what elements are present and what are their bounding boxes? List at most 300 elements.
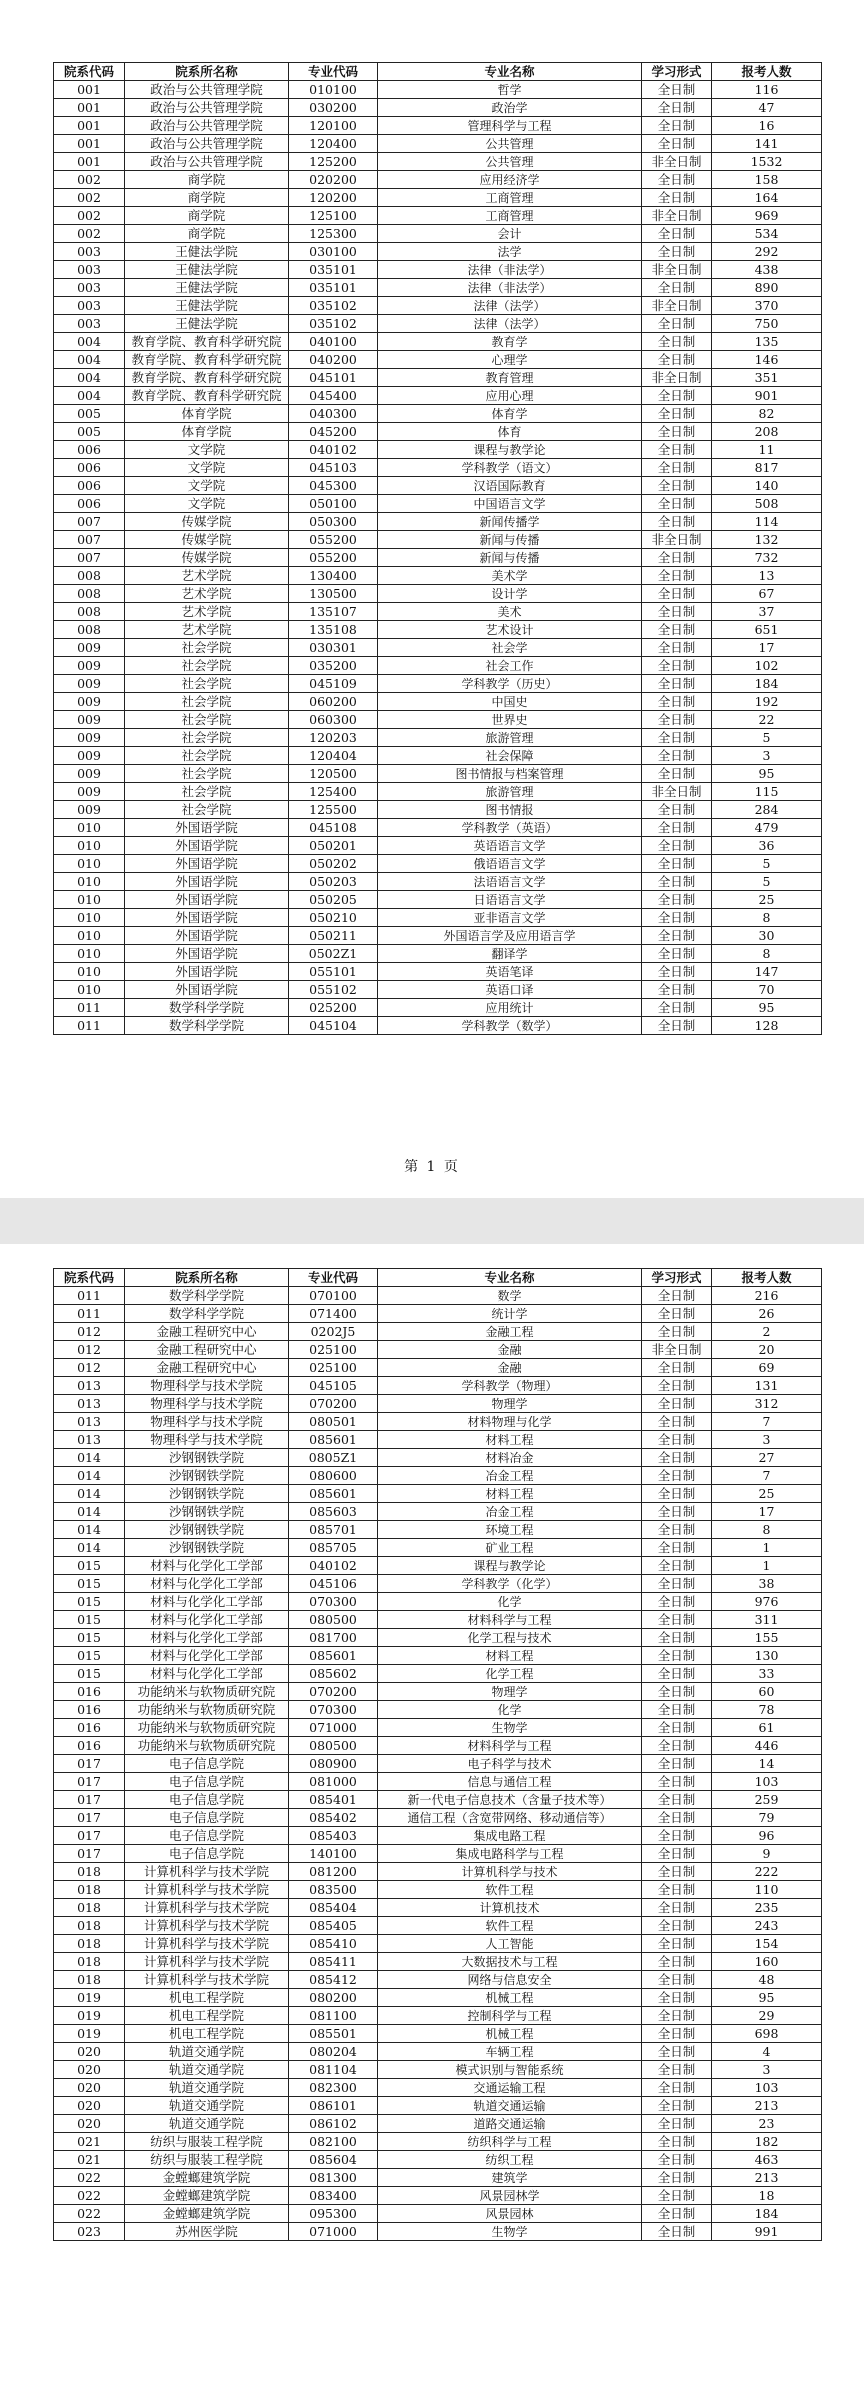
study-mode-cell: 全日制 [642,1359,712,1377]
applicant-count-cell: 61 [712,1719,822,1737]
dept-code-cell: 007 [54,531,125,549]
major-code-cell: 045104 [289,1017,378,1035]
applicant-count-cell: 26 [712,1305,822,1323]
applicant-count-cell: 18 [712,2187,822,2205]
dept-name-cell: 外国语学院 [125,891,289,909]
applicant-count-cell: 130 [712,1647,822,1665]
table-row [54,765,822,783]
dept-name-cell: 商学院 [125,225,289,243]
table-row [54,1899,822,1917]
study-mode-cell: 全日制 [642,945,712,963]
major-code-cell: 035101 [289,261,378,279]
major-code-cell: 085401 [289,1791,378,1809]
applicant-count-cell: 11 [712,441,822,459]
study-mode-cell: 全日制 [642,693,712,711]
major-name-cell: 物理学 [378,1395,642,1413]
applicant-count-cell: 1 [712,1539,822,1557]
applicant-count-cell: 259 [712,1791,822,1809]
major-code-cell: 080500 [289,1611,378,1629]
major-name-cell: 化学工程 [378,1665,642,1683]
major-name-cell: 软件工程 [378,1881,642,1899]
table-row [54,1953,822,1971]
applicant-count-cell: 95 [712,1989,822,2007]
dept-code-cell: 023 [54,2223,125,2241]
major-name-cell: 旅游管理 [378,729,642,747]
dept-code-cell: 017 [54,1809,125,1827]
dept-code-cell: 020 [54,2097,125,2115]
header-study-mode: 学习形式 [642,63,712,81]
study-mode-cell: 全日制 [642,2025,712,2043]
study-mode-cell: 全日制 [642,2115,712,2133]
header-major-code: 专业代码 [289,1269,378,1287]
dept-name-cell: 数学科学学院 [125,1287,289,1305]
applicant-count-cell: 23 [712,2115,822,2133]
applicant-count-cell: 37 [712,603,822,621]
study-mode-cell: 全日制 [642,1881,712,1899]
major-code-cell: 040100 [289,333,378,351]
study-mode-cell: 全日制 [642,909,712,927]
major-name-cell: 电子科学与技术 [378,1755,642,1773]
study-mode-cell: 全日制 [642,2043,712,2061]
major-name-cell: 法律（法学） [378,315,642,333]
table-row [54,207,822,225]
study-mode-cell: 全日制 [642,2133,712,2151]
major-name-cell: 世界史 [378,711,642,729]
dept-code-cell: 006 [54,441,125,459]
table-row [54,567,822,585]
dept-code-cell: 014 [54,1485,125,1503]
major-name-cell: 应用心理 [378,387,642,405]
major-name-cell: 应用经济学 [378,171,642,189]
study-mode-cell: 全日制 [642,837,712,855]
major-name-cell: 金融 [378,1359,642,1377]
table-row [54,495,822,513]
dept-name-cell: 材料与化学化工学部 [125,1593,289,1611]
dept-name-cell: 传媒学院 [125,513,289,531]
study-mode-cell: 全日制 [642,549,712,567]
major-name-cell: 风景园林 [378,2205,642,2223]
study-mode-cell: 全日制 [642,1683,712,1701]
dept-name-cell: 政治与公共管理学院 [125,153,289,171]
applicant-count-cell: 140 [712,477,822,495]
major-name-cell: 政治学 [378,99,642,117]
dept-code-cell: 014 [54,1449,125,1467]
major-name-cell: 冶金工程 [378,1503,642,1521]
applicant-count-cell: 3 [712,747,822,765]
table-row [54,153,822,171]
dept-code-cell: 021 [54,2151,125,2169]
dept-name-cell: 王健法学院 [125,243,289,261]
dept-name-cell: 艺术学院 [125,585,289,603]
dept-code-cell: 014 [54,1539,125,1557]
major-code-cell: 140100 [289,1845,378,1863]
study-mode-cell: 全日制 [642,2187,712,2205]
major-code-cell: 040200 [289,351,378,369]
applicant-count-cell: 1 [712,1557,822,1575]
major-name-cell: 金融工程 [378,1323,642,1341]
dept-code-cell: 013 [54,1377,125,1395]
major-name-cell: 法律（非法学） [378,261,642,279]
study-mode-cell: 非全日制 [642,783,712,801]
dept-name-cell: 计算机科学与技术学院 [125,1899,289,1917]
major-code-cell: 130500 [289,585,378,603]
table-row [54,1917,822,1935]
table-row [54,837,822,855]
study-mode-cell: 全日制 [642,2223,712,2241]
major-name-cell: 工商管理 [378,189,642,207]
study-mode-cell: 全日制 [642,603,712,621]
table-row [54,603,822,621]
major-name-cell: 心理学 [378,351,642,369]
major-name-cell: 集成电路工程 [378,1827,642,1845]
applicant-count-cell: 135 [712,333,822,351]
applicant-count-cell: 14 [712,1755,822,1773]
header-dept-name: 院系所名称 [125,63,289,81]
applicant-count-cell: 33 [712,1665,822,1683]
table-row [54,2151,822,2169]
applicant-count-cell: 7 [712,1467,822,1485]
dept-name-cell: 传媒学院 [125,531,289,549]
table-row [54,1737,822,1755]
dept-name-cell: 计算机科学与技术学院 [125,1863,289,1881]
dept-code-cell: 010 [54,891,125,909]
major-code-cell: 040102 [289,441,378,459]
dept-name-cell: 纺织与服装工程学院 [125,2133,289,2151]
study-mode-cell: 全日制 [642,1377,712,1395]
table-row [54,549,822,567]
study-mode-cell: 全日制 [642,477,712,495]
major-name-cell: 机械工程 [378,1989,642,2007]
major-code-cell: 0502Z1 [289,945,378,963]
applicant-count-cell: 78 [712,1701,822,1719]
dept-code-cell: 017 [54,1791,125,1809]
major-code-cell: 083500 [289,1881,378,1899]
dept-name-cell: 数学科学学院 [125,1305,289,1323]
dept-code-cell: 015 [54,1629,125,1647]
dept-name-cell: 商学院 [125,171,289,189]
study-mode-cell: 全日制 [642,1629,712,1647]
table-row [54,315,822,333]
study-mode-cell: 全日制 [642,927,712,945]
study-mode-cell: 全日制 [642,729,712,747]
dept-code-cell: 011 [54,999,125,1017]
major-name-cell: 材料冶金 [378,1449,642,1467]
header-dept-name: 院系所名称 [125,1269,289,1287]
major-code-cell: 125100 [289,207,378,225]
dept-name-cell: 金融工程研究中心 [125,1359,289,1377]
dept-name-cell: 社会学院 [125,639,289,657]
major-name-cell: 纺织工程 [378,2151,642,2169]
dept-name-cell: 功能纳米与软物质研究院 [125,1683,289,1701]
dept-code-cell: 003 [54,297,125,315]
major-name-cell: 计算机科学与技术 [378,1863,642,1881]
study-mode-cell: 全日制 [642,2151,712,2169]
dept-code-cell: 018 [54,1953,125,1971]
dept-name-cell: 电子信息学院 [125,1845,289,1863]
study-mode-cell: 非全日制 [642,153,712,171]
dept-code-cell: 004 [54,369,125,387]
applicant-count-cell: 67 [712,585,822,603]
major-name-cell: 学科教学（历史） [378,675,642,693]
major-code-cell: 0805Z1 [289,1449,378,1467]
major-name-cell: 法律（法学） [378,297,642,315]
major-name-cell: 材料物理与化学 [378,1413,642,1431]
dept-name-cell: 商学院 [125,189,289,207]
dept-code-cell: 008 [54,603,125,621]
dept-name-cell: 电子信息学院 [125,1791,289,1809]
dept-name-cell: 沙钢钢铁学院 [125,1467,289,1485]
major-name-cell: 数学 [378,1287,642,1305]
dept-name-cell: 计算机科学与技术学院 [125,1881,289,1899]
study-mode-cell: 全日制 [642,765,712,783]
dept-name-cell: 电子信息学院 [125,1809,289,1827]
applicant-count-cell: 131 [712,1377,822,1395]
table-row [54,387,822,405]
dept-code-cell: 009 [54,783,125,801]
applicant-count-cell: 216 [712,1287,822,1305]
major-code-cell: 081000 [289,1773,378,1791]
dept-name-cell: 电子信息学院 [125,1827,289,1845]
enrollment-table-page-1 [53,62,822,1035]
major-code-cell: 085411 [289,1953,378,1971]
dept-name-cell: 文学院 [125,495,289,513]
study-mode-cell: 全日制 [642,459,712,477]
table-row [54,675,822,693]
dept-name-cell: 计算机科学与技术学院 [125,1953,289,1971]
dept-code-cell: 010 [54,873,125,891]
dept-name-cell: 物理科学与技术学院 [125,1413,289,1431]
table-row [54,81,822,99]
header-applicant-count: 报考人数 [712,1269,822,1287]
study-mode-cell: 非全日制 [642,369,712,387]
dept-name-cell: 社会学院 [125,747,289,765]
table-row [54,369,822,387]
applicant-count-cell: 311 [712,1611,822,1629]
study-mode-cell: 全日制 [642,1539,712,1557]
table-row [54,1521,822,1539]
applicant-count-cell: 8 [712,909,822,927]
applicant-count-cell: 146 [712,351,822,369]
major-name-cell: 网络与信息安全 [378,1971,642,1989]
table-row [54,585,822,603]
dept-code-cell: 003 [54,279,125,297]
dept-name-cell: 计算机科学与技术学院 [125,1971,289,1989]
dept-code-cell: 020 [54,2115,125,2133]
dept-code-cell: 012 [54,1341,125,1359]
major-name-cell: 物理学 [378,1683,642,1701]
applicant-count-cell: 9 [712,1845,822,1863]
table-row [54,261,822,279]
major-code-cell: 045108 [289,819,378,837]
major-name-cell: 机械工程 [378,2025,642,2043]
applicant-count-cell: 29 [712,2007,822,2025]
major-code-cell: 050202 [289,855,378,873]
dept-code-cell: 004 [54,387,125,405]
dept-name-cell: 机电工程学院 [125,2025,289,2043]
major-code-cell: 120200 [289,189,378,207]
study-mode-cell: 全日制 [642,513,712,531]
major-code-cell: 060200 [289,693,378,711]
dept-name-cell: 外国语学院 [125,945,289,963]
dept-name-cell: 材料与化学化工学部 [125,1665,289,1683]
major-code-cell: 085402 [289,1809,378,1827]
table-row [54,1359,822,1377]
study-mode-cell: 全日制 [642,1845,712,1863]
dept-code-cell: 009 [54,747,125,765]
dept-name-cell: 政治与公共管理学院 [125,117,289,135]
major-name-cell: 轨道交通运输 [378,2097,642,2115]
major-name-cell: 车辆工程 [378,2043,642,2061]
major-name-cell: 翻译学 [378,945,642,963]
study-mode-cell: 全日制 [642,1305,712,1323]
applicant-count-cell: 463 [712,2151,822,2169]
dept-code-cell: 014 [54,1503,125,1521]
major-name-cell: 通信工程（含宽带网络、移动通信等） [378,1809,642,1827]
study-mode-cell: 全日制 [642,495,712,513]
dept-code-cell: 002 [54,171,125,189]
applicant-count-cell: 7 [712,1413,822,1431]
enrollment-table-page-2 [53,1268,822,2241]
applicant-count-cell: 60 [712,1683,822,1701]
dept-name-cell: 政治与公共管理学院 [125,135,289,153]
major-name-cell: 学科教学（数学） [378,1017,642,1035]
study-mode-cell: 全日制 [642,981,712,999]
table-row [54,2007,822,2025]
study-mode-cell: 全日制 [642,1611,712,1629]
dept-code-cell: 022 [54,2187,125,2205]
major-name-cell: 设计学 [378,585,642,603]
major-name-cell: 冶金工程 [378,1467,642,1485]
study-mode-cell: 全日制 [642,1323,712,1341]
applicant-count-cell: 48 [712,1971,822,1989]
major-name-cell: 中国语言文学 [378,495,642,513]
major-code-cell: 025100 [289,1341,378,1359]
table-row [54,855,822,873]
table-row [54,1755,822,1773]
applicant-count-cell: 969 [712,207,822,225]
major-code-cell: 120100 [289,117,378,135]
study-mode-cell: 全日制 [642,675,712,693]
major-code-cell: 010100 [289,81,378,99]
major-code-cell: 045200 [289,423,378,441]
table-row [54,1809,822,1827]
major-code-cell: 085410 [289,1935,378,1953]
study-mode-cell: 全日制 [642,873,712,891]
table-row [54,2187,822,2205]
major-name-cell: 社会工作 [378,657,642,675]
table-row [54,1863,822,1881]
major-code-cell: 045101 [289,369,378,387]
table-row [54,1701,822,1719]
major-code-cell: 125400 [289,783,378,801]
major-code-cell: 030100 [289,243,378,261]
table-row [54,351,822,369]
applicant-count-cell: 213 [712,2169,822,2187]
major-name-cell: 美术 [378,603,642,621]
dept-code-cell: 004 [54,351,125,369]
major-name-cell: 计算机技术 [378,1899,642,1917]
dept-code-cell: 017 [54,1827,125,1845]
major-name-cell: 建筑学 [378,2169,642,2187]
applicant-count-cell: 8 [712,945,822,963]
applicant-count-cell: 38 [712,1575,822,1593]
table-row [54,1287,822,1305]
study-mode-cell: 全日制 [642,1917,712,1935]
dept-code-cell: 018 [54,1881,125,1899]
table-row [54,441,822,459]
major-code-cell: 040300 [289,405,378,423]
dept-name-cell: 社会学院 [125,729,289,747]
dept-name-cell: 轨道交通学院 [125,2043,289,2061]
study-mode-cell: 全日制 [642,405,712,423]
table-row [54,1593,822,1611]
dept-code-cell: 009 [54,765,125,783]
dept-name-cell: 艺术学院 [125,567,289,585]
major-name-cell: 材料工程 [378,1431,642,1449]
major-name-cell: 会计 [378,225,642,243]
study-mode-cell: 全日制 [642,1557,712,1575]
dept-code-cell: 007 [54,549,125,567]
table-row [54,873,822,891]
dept-name-cell: 艺术学院 [125,603,289,621]
dept-code-cell: 013 [54,1395,125,1413]
dept-name-cell: 数学科学学院 [125,999,289,1017]
major-name-cell: 模式识别与智能系统 [378,2061,642,2079]
dept-name-cell: 物理科学与技术学院 [125,1395,289,1413]
applicant-count-cell: 284 [712,801,822,819]
major-code-cell: 081300 [289,2169,378,2187]
dept-code-cell: 020 [54,2043,125,2061]
table-row [54,1503,822,1521]
major-name-cell: 亚非语言文学 [378,909,642,927]
study-mode-cell: 全日制 [642,99,712,117]
study-mode-cell: 全日制 [642,855,712,873]
dept-code-cell: 016 [54,1683,125,1701]
dept-code-cell: 018 [54,1935,125,1953]
major-code-cell: 130400 [289,567,378,585]
applicant-count-cell: 17 [712,639,822,657]
major-code-cell: 081200 [289,1863,378,1881]
study-mode-cell: 全日制 [642,333,712,351]
study-mode-cell: 全日制 [642,1719,712,1737]
table-row [54,2223,822,2241]
study-mode-cell: 全日制 [642,225,712,243]
major-code-cell: 085601 [289,1431,378,1449]
dept-code-cell: 016 [54,1719,125,1737]
dept-code-cell: 011 [54,1017,125,1035]
table-row [54,1773,822,1791]
major-name-cell: 法学 [378,243,642,261]
major-code-cell: 080501 [289,1413,378,1431]
table-row [54,729,822,747]
dept-code-cell: 012 [54,1323,125,1341]
study-mode-cell: 全日制 [642,1287,712,1305]
major-code-cell: 070300 [289,1701,378,1719]
applicant-count-cell: 446 [712,1737,822,1755]
applicant-count-cell: 160 [712,1953,822,1971]
major-code-cell: 080500 [289,1737,378,1755]
dept-name-cell: 商学院 [125,207,289,225]
dept-name-cell: 体育学院 [125,405,289,423]
applicant-count-cell: 154 [712,1935,822,1953]
study-mode-cell: 非全日制 [642,1341,712,1359]
dept-name-cell: 社会学院 [125,765,289,783]
table-row [54,693,822,711]
major-code-cell: 080200 [289,1989,378,2007]
major-name-cell: 软件工程 [378,1917,642,1935]
dept-code-cell: 007 [54,513,125,531]
table-row [54,2205,822,2223]
